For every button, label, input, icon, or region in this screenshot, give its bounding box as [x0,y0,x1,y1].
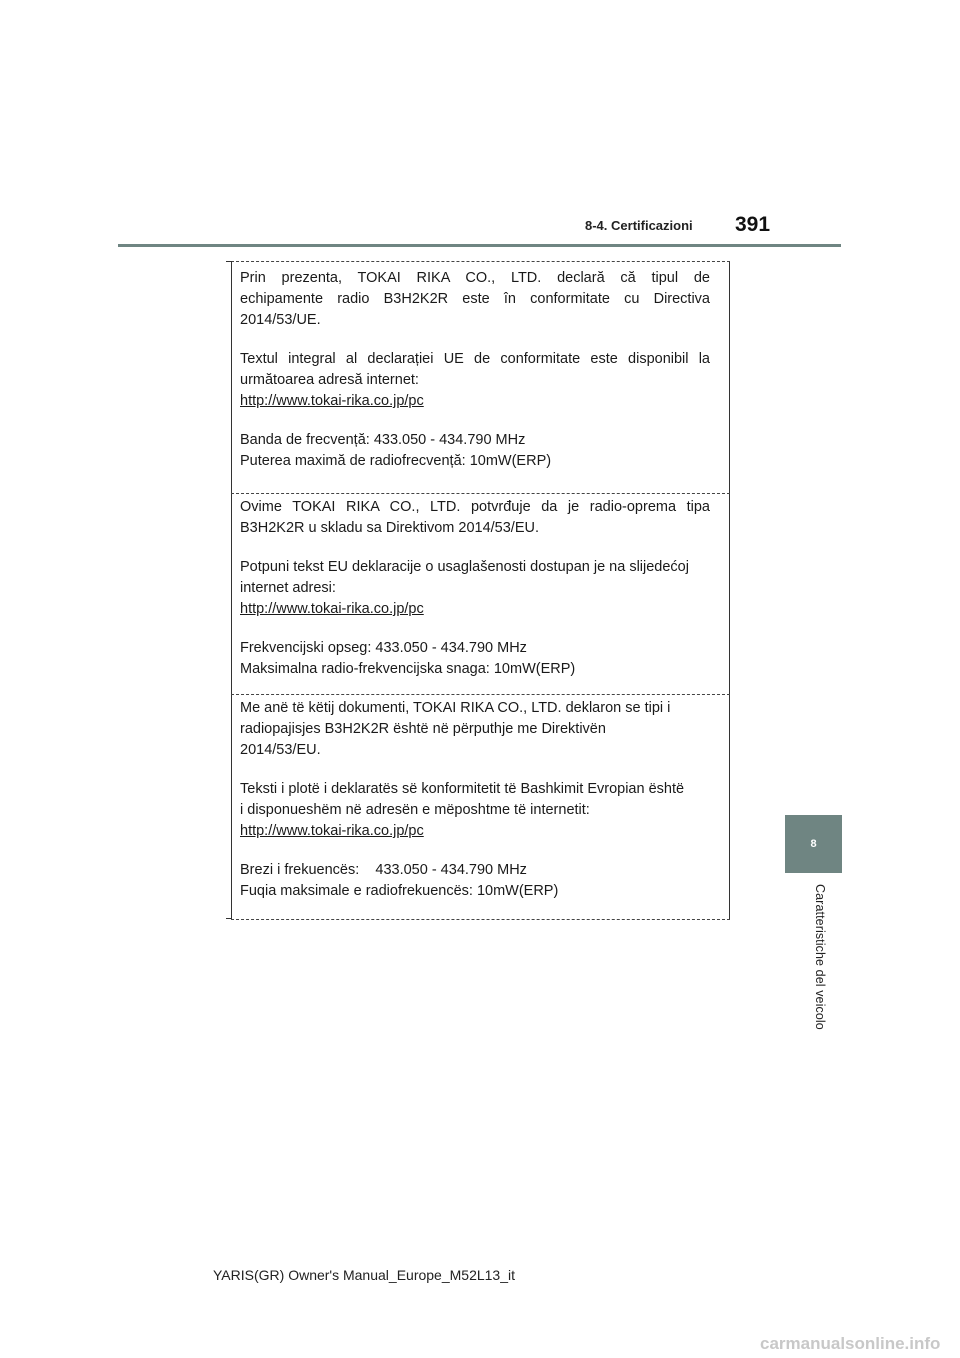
declaration-albanian [240,698,710,902]
crop-mark [226,261,232,262]
section-divider [231,694,730,695]
declaration-link[interactable]: http://www.tokai-rika.co.jp/pc [240,601,424,617]
max-power: Fuqia maksimale e radiofrekuencës: 10mW(ERP) [240,883,559,899]
max-power: Maksimalna radio-frekvencijska snaga: 10mW(ERP) [240,661,576,677]
header-rule [118,244,841,247]
max-power: Puterea maximă de radiofrecvență: 10mW(ERP) [240,453,552,469]
frequency-band: Banda de frecvență: 433.050 - 434.790 MHz [240,432,526,448]
chapter-label: Caratteristiche del veicolo [813,884,827,1030]
frame-top-rule [231,261,730,262]
intro-line: 2014/53/EU. [240,742,321,758]
frequency-band: Frekvencijski opseg: 433.050 - 434.790 MHz [240,640,527,656]
crop-mark [226,918,232,919]
section-divider [231,493,730,494]
text-line: următoarea adresă internet: [240,372,419,388]
intro-line: 2014/53/UE. [240,312,321,328]
text-line: Textul integral al declarației UE de conformitate este disponibil la [240,351,710,367]
frequency-band: Brezi i frekuencës: 433.050 - 434.790 MHz [240,862,527,878]
intro-line: B3H2K2R u skladu sa Direktivom 2014/53/EU. [240,520,540,536]
chapter-tab: 8 [785,815,842,873]
intro-line: Ovime TOKAI RIKA CO., LTD. potvrđuje da je radio-oprema tipa [240,499,710,515]
declaration-montenegrin [240,497,710,680]
page-number: 391 [735,213,771,236]
frame-left-border [231,261,232,919]
watermark: carmanualsonline.info [760,1334,941,1353]
declaration-link[interactable]: http://www.tokai-rika.co.jp/pc [240,393,424,409]
frame-right-border [729,261,730,919]
footer-manual-id: YARIS(GR) Owner's Manual_Europe_M52L13_it [213,1267,515,1283]
frame-bottom-rule [231,919,730,920]
intro-line: radiopajisjes B3H2K2R është në përputhje me Direktivën [240,721,606,737]
text-line: Potpuni tekst EU deklaracije o usaglašenosti dostupan je na slijedećoj [240,559,689,575]
declaration-link[interactable]: http://www.tokai-rika.co.jp/pc [240,823,424,839]
text-line: i disponueshëm në adresën e mëposhtme të internetit: [240,802,590,818]
intro-line: Me anë të këtij dokumenti, TOKAI RIKA CO., LTD. deklaron se tipi i [240,700,671,716]
text-line: Teksti i plotë i deklaratës së konformitetit të Bashkimit Evropian është [240,781,685,797]
intro-line: Prin prezenta, TOKAI RIKA CO., LTD. declară că tipul de [240,270,710,286]
declaration-romanian [240,268,710,472]
intro-line: echipamente radio B3H2K2R este în conformitate cu Directiva [240,291,710,307]
section-title: 8-4. Certificazioni [585,218,693,233]
text-line: internet adresi: [240,580,336,596]
